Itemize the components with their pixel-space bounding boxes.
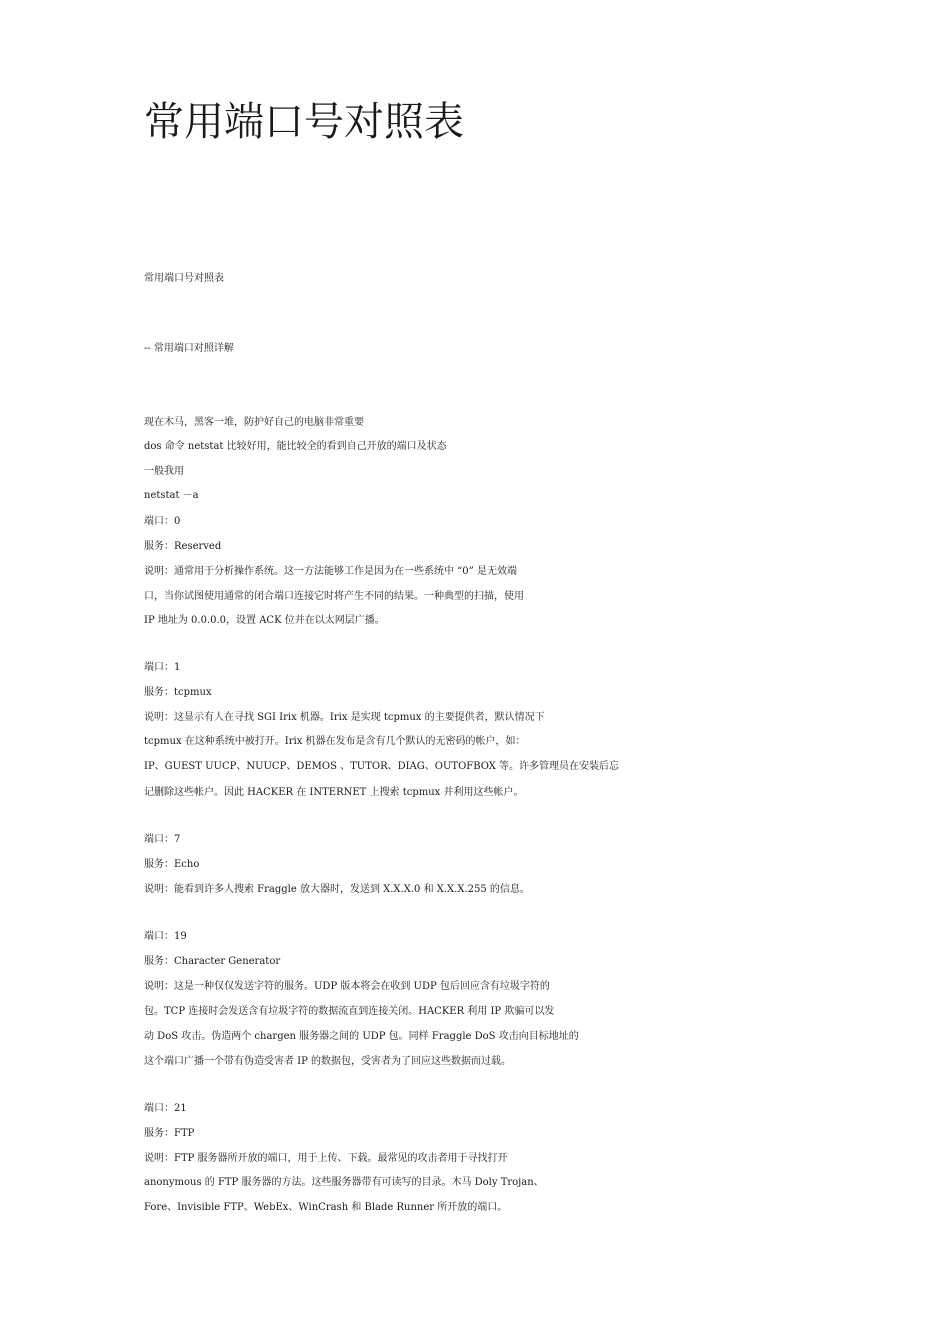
intro-line: dos 命令 netstat 比较好用，能比较全的看到自己开放的端口及状态 bbox=[144, 441, 447, 452]
description-line: 这个端口广播一个带有伪造受害者 IP 的数据包，受害者为了回应这些数据而过载。 bbox=[144, 1056, 512, 1067]
description-line: 说明：FTP 服务器所开放的端口，用于上传、下载。最常见的攻击者用于寻找打开 bbox=[144, 1153, 508, 1164]
service-label: 服务：FTP bbox=[144, 1128, 195, 1139]
description-line: anonymous 的 FTP 服务器的方法。这些服务器带有可读写的目录。木马 Doly Trojan、 bbox=[144, 1177, 544, 1188]
description-line: 口，当你试图使用通常的闭合端口连接它时将产生不同的结果。一种典型的扫描，使用 bbox=[144, 591, 524, 602]
service-label: 服务：Character Generator bbox=[144, 956, 281, 967]
description-line: IP、GUEST UUCP、NUUCP、DEMOS 、TUTOR、DIAG、OUTOFBOX 等。许多管理员在安装后忘 bbox=[144, 761, 620, 772]
intro-line: netstat －a bbox=[144, 490, 199, 501]
subtitle: 常用端口号对照表 bbox=[144, 273, 224, 284]
page-title: 常用端口号对照表 bbox=[144, 99, 464, 145]
subheading: -- 常用端口对照详解 bbox=[144, 343, 234, 354]
port-label: 端口：1 bbox=[144, 662, 181, 673]
description-line: Fore、Invisible FTP、WebEx、WinCrash 和 Blade Runner 所开放的端口。 bbox=[144, 1202, 508, 1213]
description-line: 说明：通常用于分析操作系统。这一方法能够工作是因为在一些系统中 “0” 是无效端 bbox=[144, 566, 517, 577]
intro-line: 现在木马，黑客一堆，防护好自己的电脑非常重要 bbox=[144, 417, 364, 428]
port-label: 端口：19 bbox=[144, 931, 187, 942]
description-line: IP 地址为 0.0.0.0，设置 ACK 位并在以太网层广播。 bbox=[144, 615, 385, 626]
description-line: 包。TCP 连接时会发送含有垃圾字符的数据流直到连接关闭。HACKER 利用 IP 欺骗可以发 bbox=[144, 1006, 555, 1017]
port-label: 端口：0 bbox=[144, 516, 181, 527]
description-line: 记删除这些帐户。因此 HACKER 在 INTERNET 上搜索 tcpmux 并利用这些帐户。 bbox=[144, 787, 524, 798]
service-label: 服务：Echo bbox=[144, 859, 200, 870]
description-line: tcpmux 在这种系统中被打开。Irix 机器在发布是含有几个默认的无密码的帐户，如： bbox=[144, 736, 526, 747]
intro-line: 一般我用 bbox=[144, 466, 184, 477]
description-line: 说明：这显示有人在寻找 SGI Irix 机器。Irix 是实现 tcpmux 的主要提供者，默认情况下 bbox=[144, 712, 545, 723]
description-line: 说明：这是一种仅仅发送字符的服务。UDP 版本将会在收到 UDP 包后回应含有垃圾字符的 bbox=[144, 981, 550, 992]
port-label: 端口：7 bbox=[144, 834, 181, 845]
port-label: 端口：21 bbox=[144, 1103, 187, 1114]
description-line: 说明：能看到许多人搜索 Fraggle 放大器时，发送到 X.X.X.0 和 X.X.X.255 的信息。 bbox=[144, 884, 530, 895]
service-label: 服务：tcpmux bbox=[144, 687, 212, 698]
service-label: 服务：Reserved bbox=[144, 541, 222, 552]
description-line: 动 DoS 攻击。伪造两个 chargen 服务器之间的 UDP 包。同样 Fraggle DoS 攻击向目标地址的 bbox=[144, 1031, 579, 1042]
